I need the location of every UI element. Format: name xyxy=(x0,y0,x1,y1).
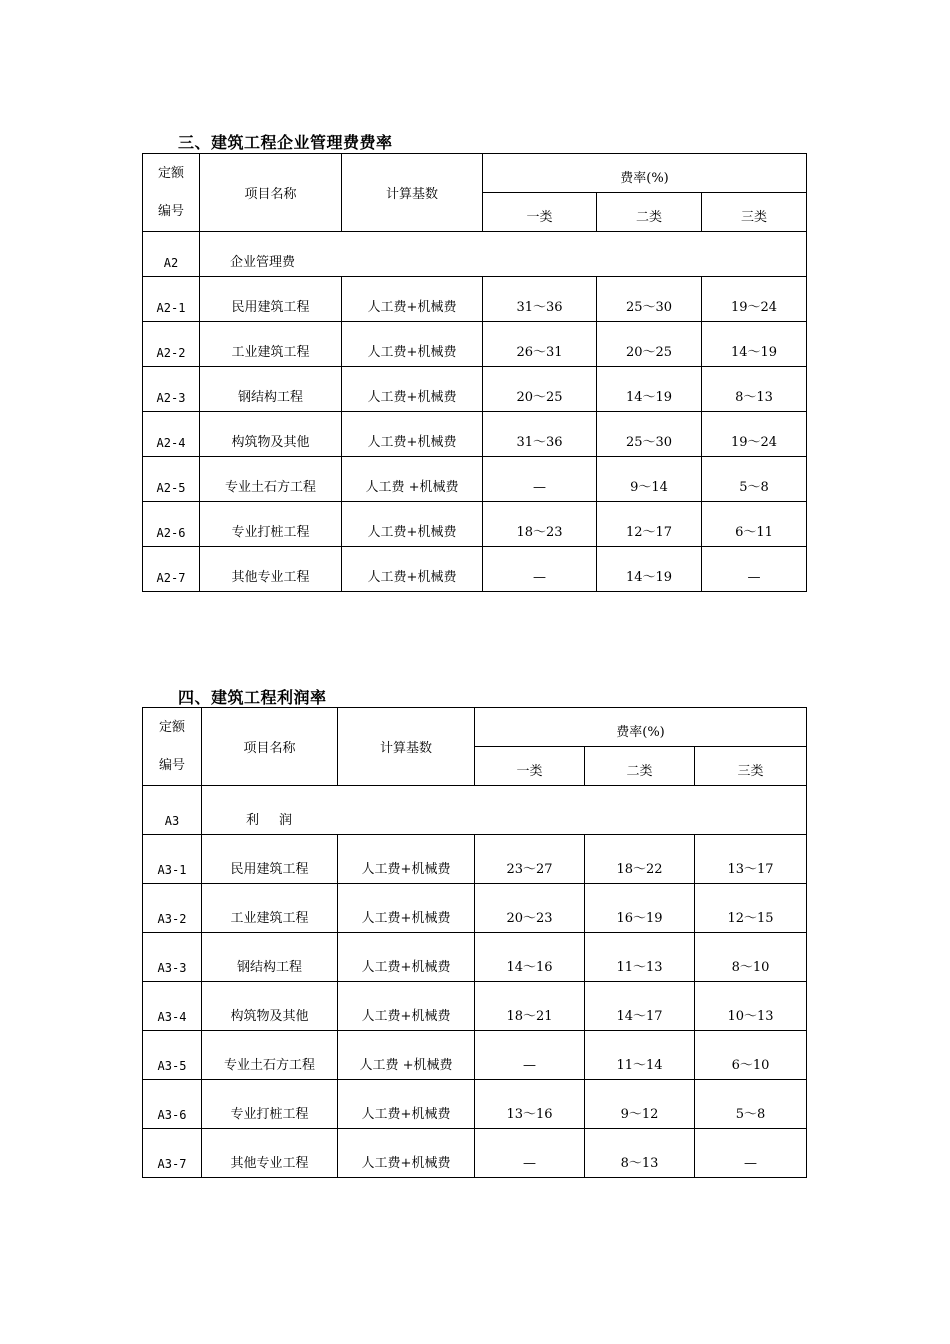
row-class1: 20～25 xyxy=(483,367,597,412)
row-class3: 12～15 xyxy=(695,884,807,933)
row-base: 人工费 +机械费 xyxy=(342,457,483,502)
row-name: 工业建筑工程 xyxy=(202,884,338,933)
row-class3: 5～8 xyxy=(695,1080,807,1129)
row-name: 钢结构工程 xyxy=(200,367,342,412)
row-name: 专业土石方工程 xyxy=(200,457,342,502)
row-code: A2-4 xyxy=(143,412,200,457)
row-code: A2-3 xyxy=(143,367,200,412)
row-code: A3-6 xyxy=(143,1080,202,1129)
row-name: 民用建筑工程 xyxy=(202,835,338,884)
row-class1: 31～36 xyxy=(483,277,597,322)
table-row xyxy=(143,1031,807,1080)
row-class3: 8～10 xyxy=(695,933,807,982)
row-class2: 12～17 xyxy=(597,502,702,547)
group-name: 利润 xyxy=(202,786,807,835)
row-name: 工业建筑工程 xyxy=(200,322,342,367)
table-row xyxy=(143,502,807,547)
row-class2: 11～13 xyxy=(585,933,695,982)
row-class1: — xyxy=(475,1129,585,1178)
row-class3: — xyxy=(702,547,807,592)
row-code: A2-6 xyxy=(143,502,200,547)
row-code: A2-1 xyxy=(143,277,200,322)
row-class3: 8～13 xyxy=(702,367,807,412)
row-class2: 11～14 xyxy=(585,1031,695,1080)
row-class3: 5～8 xyxy=(702,457,807,502)
table-row xyxy=(143,933,807,982)
group-name: 企业管理费 xyxy=(200,232,807,277)
row-base: 人工费+机械费 xyxy=(338,1080,475,1129)
row-class2: 20～25 xyxy=(597,322,702,367)
row-code: A3-1 xyxy=(143,835,202,884)
header-base: 计算基数 xyxy=(338,708,475,786)
row-name: 构筑物及其他 xyxy=(202,982,338,1031)
row-class2: 18～22 xyxy=(585,835,695,884)
row-class2: 16～19 xyxy=(585,884,695,933)
row-base: 人工费+机械费 xyxy=(342,547,483,592)
row-class2: 14～19 xyxy=(597,367,702,412)
row-class3: — xyxy=(695,1129,807,1178)
row-class1: — xyxy=(475,1031,585,1080)
row-class1: 23～27 xyxy=(475,835,585,884)
row-class2: 9～12 xyxy=(585,1080,695,1129)
header-class2: 二类 xyxy=(597,193,702,232)
management-fee-table xyxy=(142,153,807,592)
row-class2: 14～19 xyxy=(597,547,702,592)
row-base: 人工费+机械费 xyxy=(342,277,483,322)
row-class3: 6～11 xyxy=(702,502,807,547)
row-code: A3-2 xyxy=(143,884,202,933)
row-class3: 10～13 xyxy=(695,982,807,1031)
row-class3: 19～24 xyxy=(702,277,807,322)
row-class1: 18～21 xyxy=(475,982,585,1031)
table-row xyxy=(143,547,807,592)
header-code-line2: 编号 xyxy=(158,757,185,773)
table-row xyxy=(143,367,807,412)
row-name: 专业打桩工程 xyxy=(202,1080,338,1129)
row-code: A3-3 xyxy=(143,933,202,982)
header-name: 项目名称 xyxy=(200,154,342,232)
header-code xyxy=(143,708,202,786)
header-rate: 费率(%) xyxy=(483,154,807,193)
header-code-line1: 定额 xyxy=(157,165,184,181)
row-class3: 6～10 xyxy=(695,1031,807,1080)
table-row xyxy=(143,322,807,367)
row-name: 构筑物及其他 xyxy=(200,412,342,457)
section4-title: 四、建筑工程利润率 xyxy=(178,688,327,707)
row-class2: 9～14 xyxy=(597,457,702,502)
row-base: 人工费+机械费 xyxy=(338,982,475,1031)
group-code: A2 xyxy=(143,232,200,277)
row-class1: — xyxy=(483,457,597,502)
row-base: 人工费+机械费 xyxy=(342,367,483,412)
row-class3: 14～19 xyxy=(702,322,807,367)
row-base: 人工费+机械费 xyxy=(342,412,483,457)
row-code: A3-5 xyxy=(143,1031,202,1080)
row-class3: 13～17 xyxy=(695,835,807,884)
row-base: 人工费+机械费 xyxy=(338,884,475,933)
row-class1: 14～16 xyxy=(475,933,585,982)
row-class1: 18～23 xyxy=(483,502,597,547)
row-code: A2-5 xyxy=(143,457,200,502)
table-row xyxy=(143,884,807,933)
table-row xyxy=(143,457,807,502)
row-class1: 31～36 xyxy=(483,412,597,457)
header-class3: 三类 xyxy=(702,193,807,232)
row-name: 民用建筑工程 xyxy=(200,277,342,322)
header-class1: 一类 xyxy=(483,193,597,232)
row-base: 人工费+机械费 xyxy=(342,322,483,367)
header-base: 计算基数 xyxy=(342,154,483,232)
header-class1: 一类 xyxy=(475,747,585,786)
header-code-line1: 定额 xyxy=(158,719,185,735)
row-class2: 8～13 xyxy=(585,1129,695,1178)
group-code: A3 xyxy=(143,786,202,835)
row-code: A3-7 xyxy=(143,1129,202,1178)
row-base: 人工费+机械费 xyxy=(338,933,475,982)
table-row xyxy=(143,412,807,457)
row-code: A2-2 xyxy=(143,322,200,367)
table-row xyxy=(143,1080,807,1129)
row-name: 其他专业工程 xyxy=(202,1129,338,1178)
header-class2: 二类 xyxy=(585,747,695,786)
row-name: 专业土石方工程 xyxy=(202,1031,338,1080)
table-row xyxy=(143,277,807,322)
row-class2: 25～30 xyxy=(597,412,702,457)
header-code xyxy=(143,154,200,232)
header-code-line2: 编号 xyxy=(157,203,184,219)
header-name: 项目名称 xyxy=(202,708,338,786)
row-code: A2-7 xyxy=(143,547,200,592)
header-rate: 费率(%) xyxy=(475,708,807,747)
row-base: 人工费+机械费 xyxy=(338,1129,475,1178)
table-row xyxy=(143,982,807,1031)
header-class3: 三类 xyxy=(695,747,807,786)
row-class1: 13～16 xyxy=(475,1080,585,1129)
table-row xyxy=(143,1129,807,1178)
section3-title: 三、建筑工程企业管理费费率 xyxy=(178,133,393,152)
table-row xyxy=(143,835,807,884)
row-class1: 26～31 xyxy=(483,322,597,367)
row-class1: 20～23 xyxy=(475,884,585,933)
row-name: 专业打桩工程 xyxy=(200,502,342,547)
row-base: 人工费+机械费 xyxy=(342,502,483,547)
row-name: 钢结构工程 xyxy=(202,933,338,982)
row-base: 人工费+机械费 xyxy=(338,835,475,884)
row-class2: 25～30 xyxy=(597,277,702,322)
row-code: A3-4 xyxy=(143,982,202,1031)
row-class2: 14～17 xyxy=(585,982,695,1031)
profit-rate-table xyxy=(142,707,807,1178)
row-class1: — xyxy=(483,547,597,592)
row-name: 其他专业工程 xyxy=(200,547,342,592)
row-base: 人工费 +机械费 xyxy=(338,1031,475,1080)
row-class3: 19～24 xyxy=(702,412,807,457)
